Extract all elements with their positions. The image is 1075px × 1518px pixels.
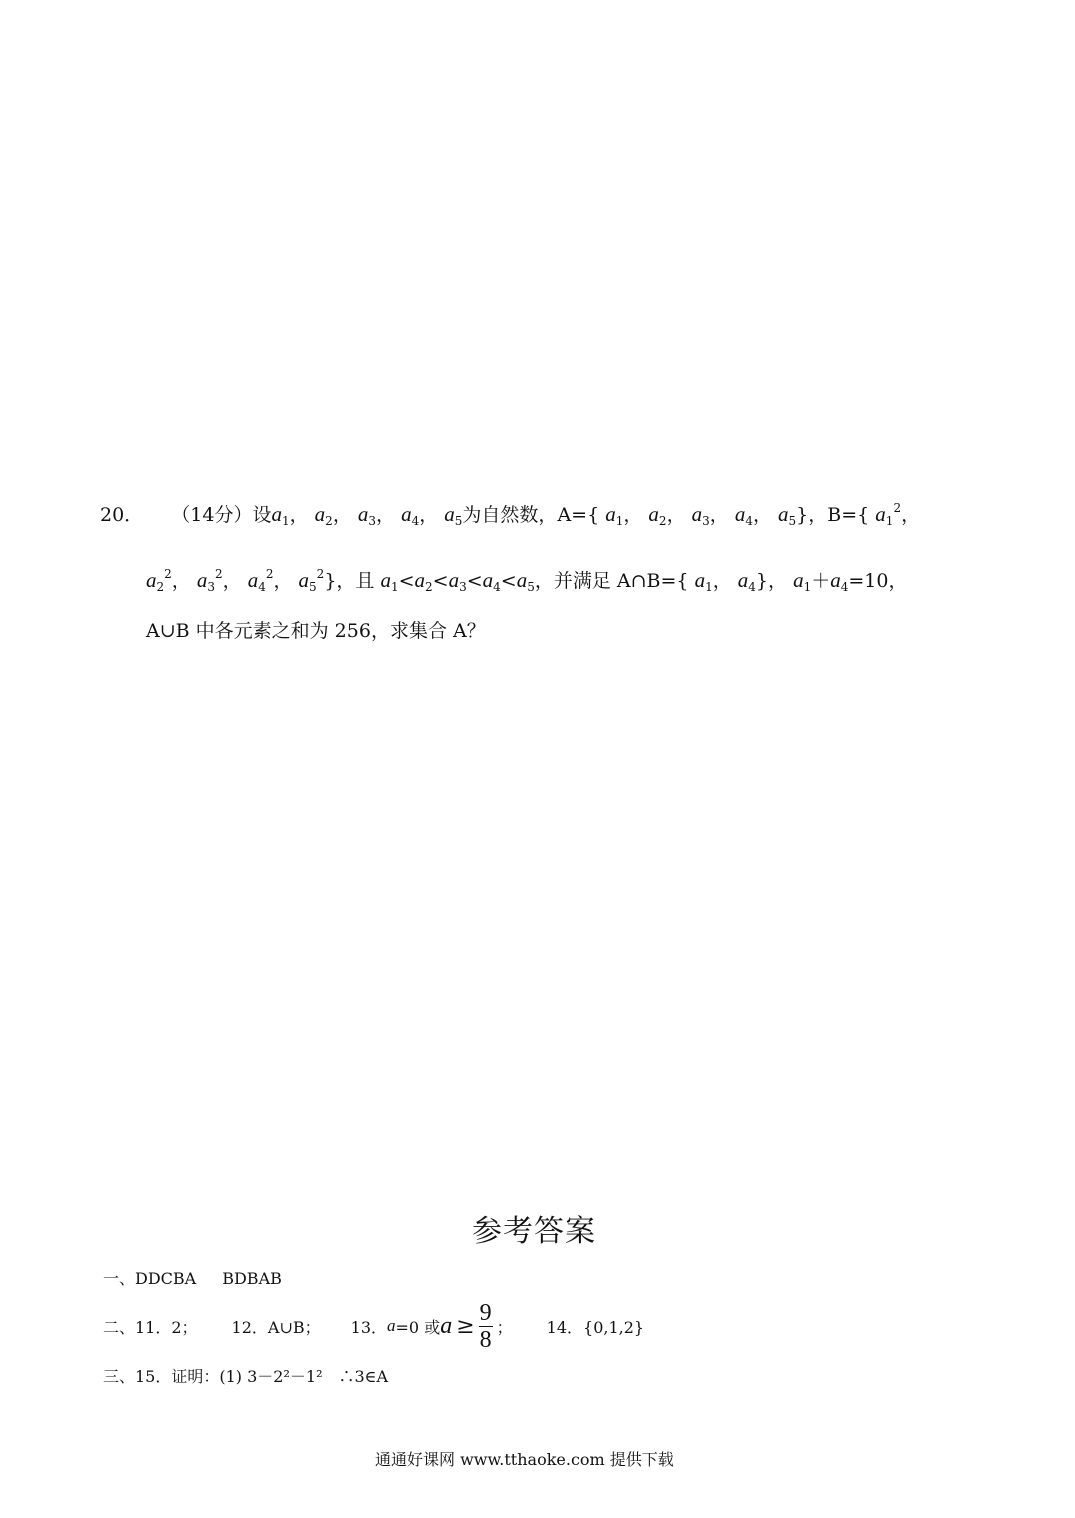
answers-title: 参考答案 bbox=[472, 1214, 596, 1249]
question-line-2: $a_2^2$， $a_3^2$， $a_4^2$， $a_5^2$}，且 $a_1<a_2<a_3<a_4<a_5$，并满足 A∩B={ $a_1$， $a_4$}， $a_1+a_4=10$， bbox=[146, 567, 908, 594]
answer-line-2: 二、11．2； 12．A∪B； 13． a =0 或 a ≥ $\frac{9}{8}$ ； 14．{0,1,2} bbox=[103, 1299, 645, 1353]
fraction-9-over-8: $\frac{9}{8}$ bbox=[479, 1299, 492, 1353]
question-line-1: 20． （14分）设$a_1$， $a_2$， $a_3$， $a_4$， $a_5$为自然数，A={ $a_1$， $a_2$， $a_3$， $a_4$， $a_5$}，B={ $a_1^2$， bbox=[100, 501, 921, 528]
answer-line-3: 三、15．证明：(1) 3－2²－1² ∴3∈A bbox=[103, 1367, 389, 1386]
question-line-3: A∪B 中各元素之和为 256，求集合 A？ bbox=[146, 620, 486, 642]
answer-line-1: 一、DDCBA BDBAB bbox=[103, 1269, 282, 1288]
question-number: 20． bbox=[100, 504, 144, 526]
page-footer: 通通好课网 www.tthaoke.com 提供下载 bbox=[375, 1450, 674, 1469]
